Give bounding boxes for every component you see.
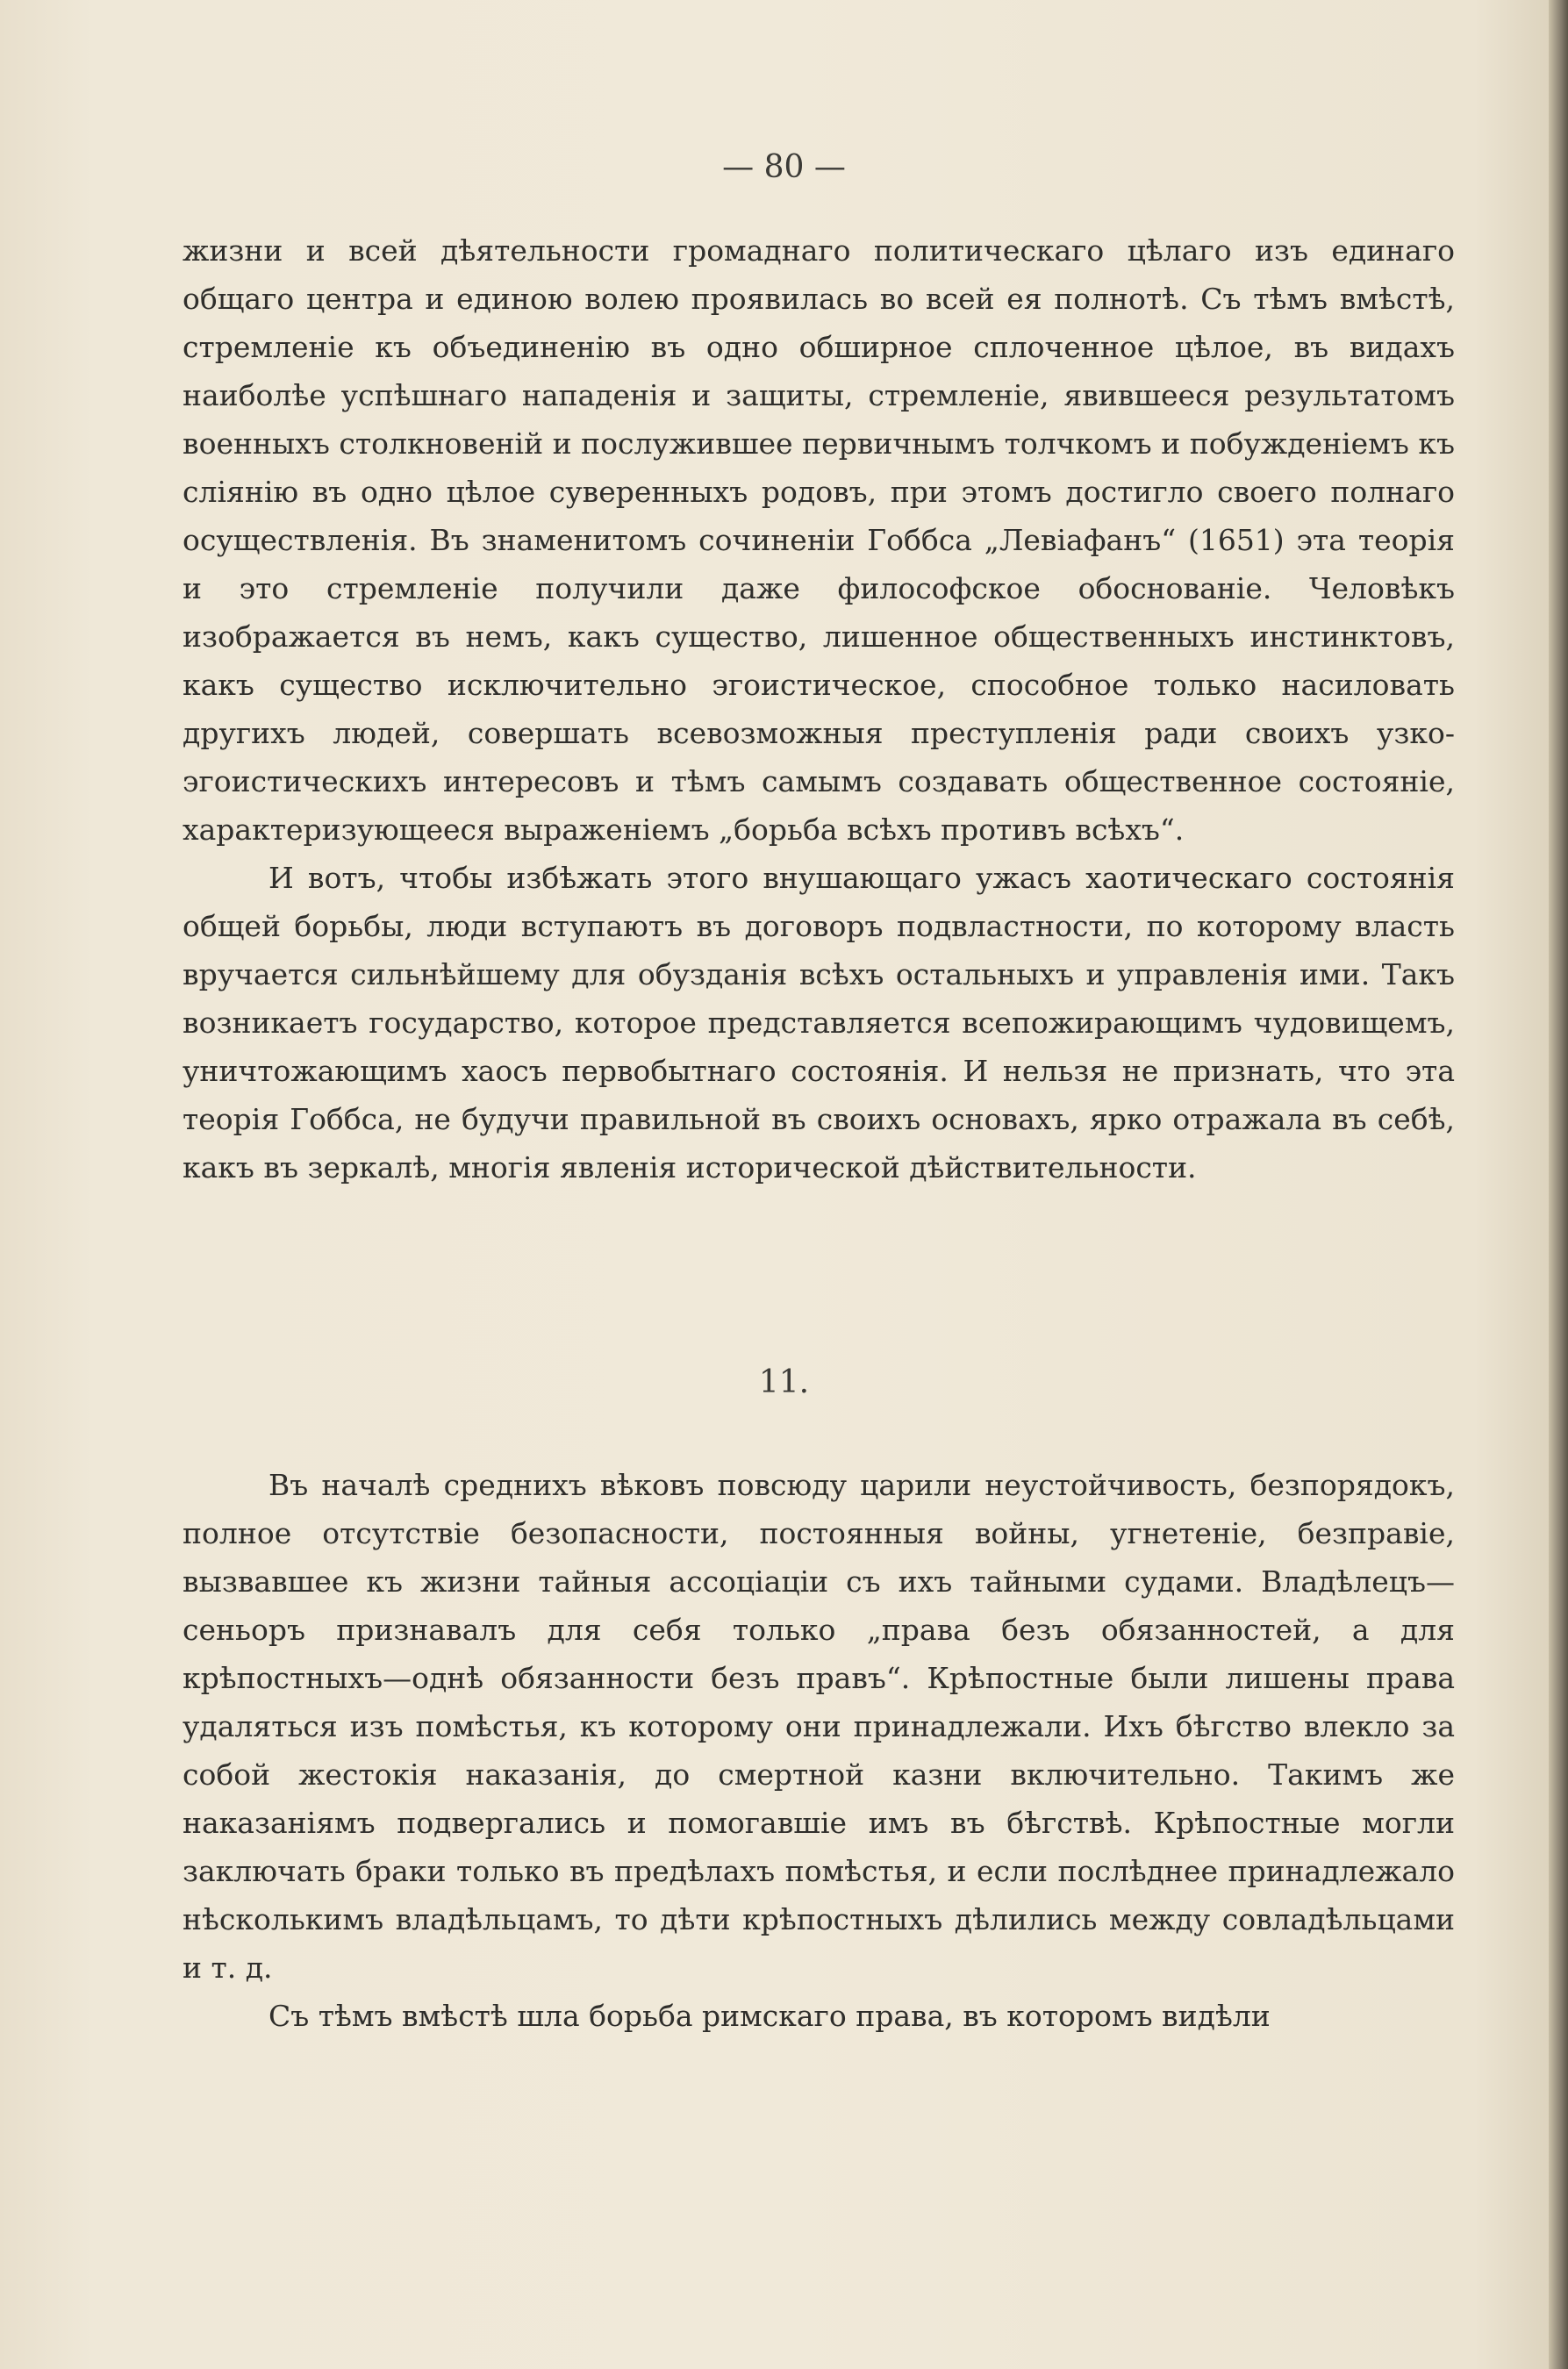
paragraph: Въ началѣ среднихъ вѣковъ повсюду царили неустойчивость, безпорядокъ, полное отсутствіе безопасности, постоянныя войны, угнетеніе, безправіе, вызвавшее къ жизни тайныя ассоціаціи съ ихъ тайными судами. Владѣлецъ—сеньоръ признавалъ для себя только „права безъ обязанностей, а для крѣпостныхъ—однѣ обязанности безъ правъ“. Крѣпостные были лишены права удаляться изъ помѣстья, къ которому они принадлежали. Ихъ бѣгство влекло за собой жестокія наказанія, до смертной казни включительно. Такимъ же наказаніямъ подвергались и помогавшіе имъ въ бѣгствѣ. Крѣпостные могли заключать браки только въ предѣлахъ помѣстья, и если послѣднее принадлежало нѣсколькимъ владѣльцамъ, то дѣти крѣпостныхъ дѣлились между совладѣльцами и т. д. [183,1468,1455,1985]
paragraph: жизни и всей дѣятельности громаднаго политическаго цѣлаго изъ единаго общаго центра и единою волею проявилась во всей ея полнотѣ. Съ тѣмъ вмѣстѣ, стремленіе къ объединенію въ одно обширное сплоченное цѣлое, въ видахъ наиболѣе успѣшнаго нападенія и защиты, стремленіе, явившееся результатомъ военныхъ столкновеній и послужившее первичнымъ толчкомъ и побужденіемъ къ сліянію въ одно цѣлое суверенныхъ родовъ, при этомъ достигло своего полнаго осуществленія. Въ знаменитомъ сочиненіи Гоббса „Левіафанъ“ (1651) эта теорія и это стремленіе получили даже философское обоснованіе. Человѣкъ изображается въ немъ, какъ существо, лишенное общественныхъ инстинктовъ, какъ существо исключительно эгоистическое, способное только насиловать другихъ людей, совершать всевозможныя преступленія ради своихъ узко-эгоистическихъ интересовъ и тѣмъ самымъ создавать общественное состояніе, характеризующееся выраженіемъ „борьба всѣхъ противъ всѣхъ“. [183,233,1455,847]
paragraph: Съ тѣмъ вмѣстѣ шла борьба римскаго права, въ которомъ видѣли [268,1999,1271,2033]
paragraph: И вотъ, чтобы избѣжать этого внушающаго ужасъ хаотическаго состоянія общей борьбы, люди вступаютъ въ договоръ подвластности, по которому власть вручается сильнѣйшему для обузданія всѣхъ остальныхъ и управленія ими. Такъ возникаетъ государство, которое представляется всепожирающимъ чудовищемъ, уничтожающимъ хаосъ первобытнаго состоянія. И нельзя не признать, что эта теорія Гоббса, не будучи правильной въ своихъ основахъ, ярко отражала въ себѣ, какъ въ зеркалѣ, многія явленія исторической дѣйствительности. [183,861,1455,1184]
text-block-top [183,226,1455,1192]
section-number: 11. [758,1364,810,1400]
book-spine-edge [1549,0,1568,2369]
page-number: — 80 — [722,149,846,185]
text-block-bottom [183,1461,1455,2040]
